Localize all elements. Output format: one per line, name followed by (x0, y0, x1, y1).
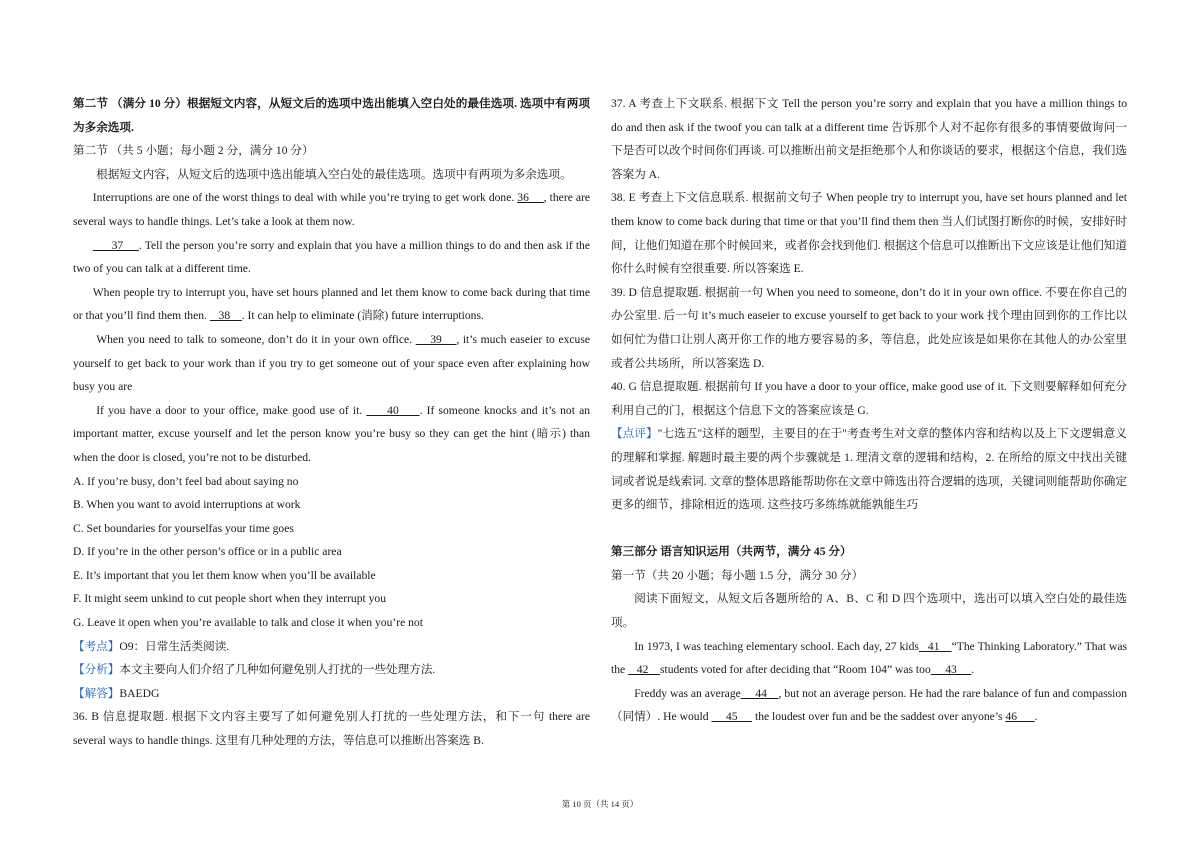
passage-paragraph-1: Interruptions are one of the worst things to deal with while you’re trying to get work done. 36 , there are several ways to handle things. Let’s take a look at them now. (73, 191, 590, 228)
cloze-paragraph-2: Freddy was an average 44 , but not an average person. He had the rare balance of fun and compassion（同情）. He would 45 the loudest over fun and be the saddest over anyone’s 46 . (611, 686, 1127, 724)
dianping-tag: 【点评】 (611, 427, 658, 441)
blank-37: 37 (92, 238, 139, 252)
option-c: C. Set boundaries for yourselfas your time goes (73, 521, 294, 535)
answer-36: 36. B 信息提取题. 根据下文内容主要写了如何避免别人打扰的一些处理方法，和下一句 there are several ways to handle things. 这里有几种处理的方法，等信息可以推断出答案选 B. (73, 710, 590, 748)
fenxi-tag: 【分析】 (73, 663, 120, 677)
answer-40: 40. G 信息提取题. 根据前句 If you have a door to your office, make good use of it. 下文则要解释如何充分利用自己的门，根据这个信息下文的答案应该是 G. (611, 380, 1127, 417)
left-column (73, 92, 590, 753)
page-footer: 第 10 页（共 14 页） (561, 799, 639, 809)
blank-38: 38 (209, 309, 242, 323)
kaodian-tag: 【考点】 (73, 639, 120, 653)
section1-heading: 第一节（共 20 小题；每小题 1.5 分，满分 30 分） (611, 568, 864, 582)
section-heading: 第二节 （满分 10 分）根据短文内容，从短文后的选项中选出能填入空白处的最佳选项. 选项中有两项为多余选项. (73, 97, 590, 134)
cloze-instruction: 阅读下面短文，从短文后各题所给的 A、B、C 和 D 四个选项中，选出可以填入空白处的最佳选项。 (611, 592, 1127, 630)
cloze-paragraph-1: In 1973, I was teaching elementary school. Each day, 27 kids 41 “The Thinking Laboratory.” That was the 42 students voted for after deciding that “Room 104” was too 43 . (611, 639, 1127, 677)
section-subheading: 第二节 （共 5 小题；每小题 2 分，满分 10 分） (73, 144, 314, 158)
answer-38: 38. E 考查上下文信息联系. 根据前文句子 When people try to interrupt you, have set hours planned and let them know to come back during that time or that you’ll find them then 当人们试图打断你的时候，安排好时间，让他们知道在那个时候回来，或者你会找到他们. 根据这个信息可以推断出下文应该是让他们知道你什么时候有空很重要. 所以答案选 E. (611, 191, 1127, 276)
option-b: B. When you want to avoid interruptions at work (73, 498, 301, 512)
part3-heading: 第三部分 语言知识运用（共两节，满分 45 分） (611, 545, 852, 559)
option-a: A. If you’re busy, don’t feel bad about saying no (73, 474, 299, 488)
dianping-line: 【点评】"七选五"这样的题型，主要目的在于"考查考生对文章的整体内容和结构以及上下文逻辑意义的理解和掌握. 解题时最主要的两个步骤就是 1. 理清文章的逻辑和结构，2. 在所给的原文中找出关键词或者说是线索词. 文章的整体思路能帮助你在文章中筛选出符合逻辑的选项，关键词则能帮助你确定更多的细节，排除相近的选项. 这些技巧多练练就能孰能生巧 (611, 427, 1127, 512)
blank-45: 45 (711, 710, 753, 724)
answer-39: 39. D 信息提取题. 根据前一句 When you need to someone, don’t do it in your own office. 不要在你自己的办公室里. 后一句 it’s much easeier to excuse yourself to get back to your work 找个理由回到你的工作比以如何忙为借口让別人离开你工作的地方要容易的多，等信息，此处应该是如果你在其他人的办公室里或者公共场所，所以答案选 D. (611, 285, 1127, 370)
option-d: D. If you’re in the other person’s office or in a public area (73, 545, 342, 559)
jieda-line: 【解答】BAEDG (73, 686, 160, 700)
blank-46: 46 (1005, 710, 1035, 724)
jieda-tag: 【解答】 (73, 686, 120, 700)
option-e: E. It’s important that you let them know when you’ll be available (73, 568, 376, 582)
option-g: G. Leave it open when you’re available to talk and close it when you’re not (73, 616, 423, 630)
right-column (611, 92, 1127, 729)
passage-paragraph-4: When you need to talk to someone, don’t do it in your own office. 39 , it’s much easeier to excuse yourself to get back to your work than if you try to get someone out of your space even after explaining how busy you are (73, 332, 591, 394)
spacer (611, 517, 1127, 541)
passage-paragraph-5: If you have a door to your office, make good use of it. 40 . If someone knocks and it’s not an important matter, excuse yourself and let the person know you’re busy so they can get the hint (暗示) than when the door is closed, you’re not to be disturbed. (73, 403, 591, 464)
blank-43: 43 (930, 663, 972, 677)
answer-37: 37. A 考查上下文联系. 根据下文 Tell the person you’re sorry and explain that you have a million things to do and then ask if the twoof you can talk at a different time 告诉那个人对不起你有很多的事情要做询问一下是否可以改个时间你们再谈. 可以推断出前文是拒绝那个人和你谈话的要求，根据这个信息，我们选答案为 A. (611, 97, 1127, 181)
blank-36: 36 (517, 191, 544, 205)
passage-paragraph-2: 37 . Tell the person you’re sorry and explain that you have a million things to do and then ask if the two of you can talk at a different time. (73, 238, 590, 276)
passage-paragraph-3: When people try to interrupt you, have set hours planned and let them know to come back during that time or that you’ll find them then. 38 . It can help to eliminate (消除) future interruptions. (73, 285, 590, 323)
blank-39: 39 (415, 332, 457, 346)
instruction: 根据短文内容，从短文后的选项中选出能填入空白处的最佳选项。选项中有两项为多余选项。 (96, 167, 572, 181)
kaodian-line: 【考点】O9：日常生活类阅读. (73, 639, 230, 653)
blank-42: 42 (628, 663, 660, 677)
blank-44: 44 (740, 686, 779, 700)
option-f: F. It might seem unkind to cut people short when they interrupt you (73, 592, 387, 606)
blank-41: 41 (918, 639, 952, 653)
fenxi-line: 【分析】本文主要向人们介绍了几种如何避免别人打扰的一些处理方法. (73, 663, 436, 677)
blank-40: 40 (366, 403, 420, 417)
